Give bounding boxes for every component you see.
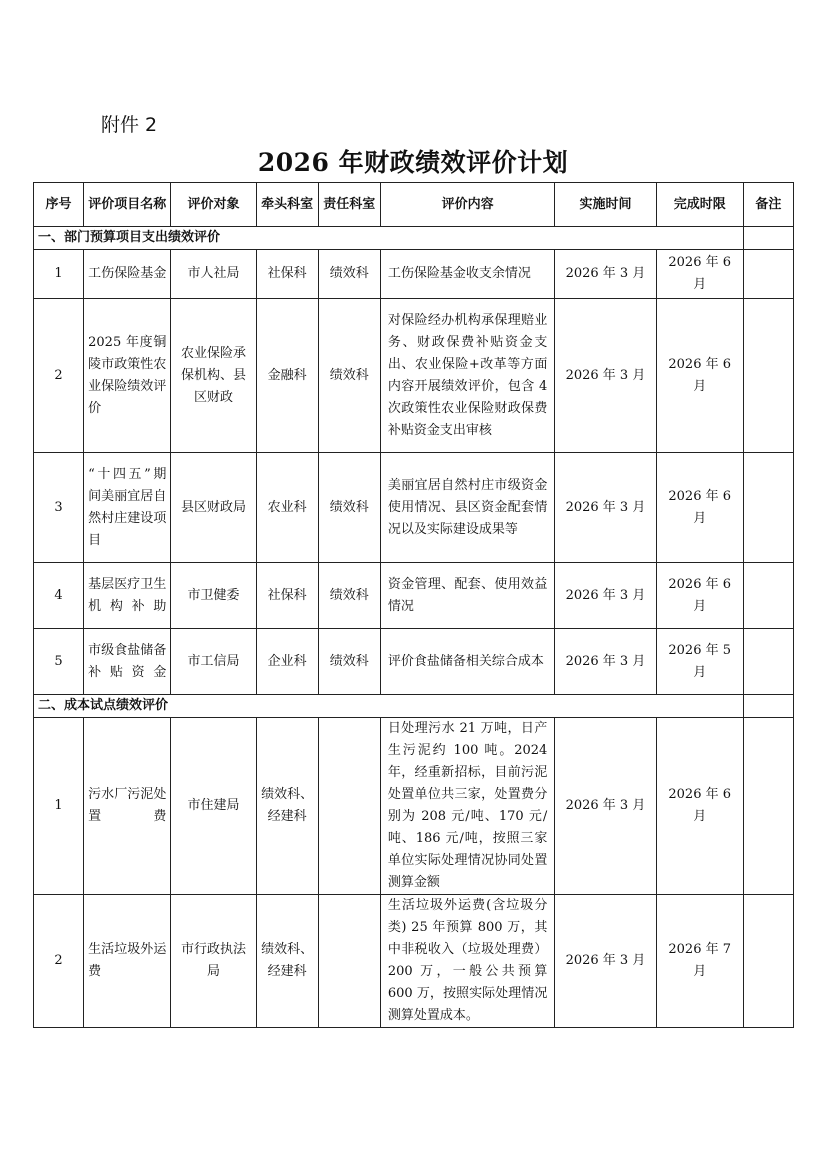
table-row [34, 629, 794, 695]
cell-deadline: 2026 年 6 月 [656, 718, 743, 895]
cell-content: 工伤保险基金收支余情况 [380, 250, 554, 299]
cell-project: 生活垃圾外运费 [84, 895, 171, 1028]
section-header-row [34, 695, 794, 718]
table-header-row [34, 183, 794, 227]
cell-target: 农业保险承保机构、县区财政 [171, 299, 256, 453]
header-no: 序号 [34, 183, 84, 227]
cell-content: 日处理污水 21 万吨，日产生污泥约 100 吨。2024 年，经重新招标，目前污泥处置单位共三家，处置费分别为 208 元/吨、170 元/吨、186 元/吨，按照三家单位实际处理情况协同处置测算金额 [380, 718, 554, 895]
cell-start: 2026 年 3 月 [555, 629, 656, 695]
cell-no: 3 [34, 453, 84, 563]
header-content: 评价内容 [380, 183, 554, 227]
cell-target: 市工信局 [171, 629, 256, 695]
cell-responsible: 绩效科 [318, 250, 380, 299]
cell-start: 2026 年 3 月 [555, 718, 656, 895]
cell-target: 县区财政局 [171, 453, 256, 563]
cell-project: “十四五”期间美丽宜居自然村庄建设项目 [84, 453, 171, 563]
cell-deadline: 2026 年 5 月 [656, 629, 743, 695]
cell-responsible [318, 895, 380, 1028]
cell-start: 2026 年 3 月 [555, 299, 656, 453]
cell-no: 2 [34, 299, 84, 453]
cell-deadline: 2026 年 7 月 [656, 895, 743, 1028]
cell-deadline: 2026 年 6 月 [656, 563, 743, 629]
header-start: 实施时间 [555, 183, 656, 227]
cell-no: 4 [34, 563, 84, 629]
cell-content: 美丽宜居自然村庄市级资金使用情况、县区资金配套情况以及实际建设成果等 [380, 453, 554, 563]
cell-content: 评价食盐储备相关综合成本 [380, 629, 554, 695]
cell-remark [743, 563, 793, 629]
header-responsible: 责任科室 [318, 183, 380, 227]
header-remark: 备注 [743, 183, 793, 227]
cell-remark [743, 895, 793, 1028]
cell-deadline: 2026 年 6 月 [656, 299, 743, 453]
cell-no: 5 [34, 629, 84, 695]
header-deadline: 完成时限 [656, 183, 743, 227]
section-header-row [34, 227, 794, 250]
cell-remark [743, 629, 793, 695]
cell-target: 市行政执法局 [171, 895, 256, 1028]
cell-responsible: 绩效科 [318, 563, 380, 629]
cell-no: 1 [34, 718, 84, 895]
section-title: 一、部门预算项目支出绩效评价 [34, 227, 744, 250]
header-target: 评价对象 [171, 183, 256, 227]
cell-project: 污水厂污泥处置费 [84, 718, 171, 895]
table-row [34, 453, 794, 563]
cell-content: 对保险经办机构承保理赔业务、财政保费补贴资金支出、农业保险+改革等方面内容开展绩效评价，包含 4 次政策性农业保险财政保费补贴资金支出审核 [380, 299, 554, 453]
cell-target: 市卫健委 [171, 563, 256, 629]
cell-remark [743, 453, 793, 563]
table-row [34, 718, 794, 895]
header-lead: 牵头科室 [256, 183, 318, 227]
cell-project: 2025 年度铜陵市政策性农业保险绩效评价 [84, 299, 171, 453]
table-row [34, 299, 794, 453]
cell-responsible [318, 718, 380, 895]
cell-remark [743, 718, 793, 895]
cell-project: 市级食盐储备补贴资金 [84, 629, 171, 695]
section-title: 二、成本试点绩效评价 [34, 695, 744, 718]
cell-lead: 社保科 [256, 563, 318, 629]
cell-responsible: 绩效科 [318, 629, 380, 695]
cell-deadline: 2026 年 6 月 [656, 453, 743, 563]
cell-lead: 农业科 [256, 453, 318, 563]
cell-responsible: 绩效科 [318, 299, 380, 453]
cell-start: 2026 年 3 月 [555, 895, 656, 1028]
cell-lead: 社保科 [256, 250, 318, 299]
cell-remark [743, 250, 793, 299]
cell-start: 2026 年 3 月 [555, 453, 656, 563]
section-remark [743, 695, 793, 718]
cell-no: 2 [34, 895, 84, 1028]
cell-content: 资金管理、配套、使用效益情况 [380, 563, 554, 629]
cell-remark [743, 299, 793, 453]
table-row [34, 250, 794, 299]
cell-lead: 企业科 [256, 629, 318, 695]
cell-target: 市人社局 [171, 250, 256, 299]
attachment-label: 附件 2 [101, 114, 158, 136]
cell-start: 2026 年 3 月 [555, 563, 656, 629]
cell-lead: 绩效科、经建科 [256, 895, 318, 1028]
cell-responsible: 绩效科 [318, 453, 380, 563]
page-title: 2026 年财政绩效评价计划 [257, 148, 569, 177]
cell-lead: 绩效科、经建科 [256, 718, 318, 895]
cell-target: 市住建局 [171, 718, 256, 895]
cell-deadline: 2026 年 6 月 [656, 250, 743, 299]
section-remark [743, 227, 793, 250]
cell-lead: 金融科 [256, 299, 318, 453]
table-row [34, 563, 794, 629]
header-project: 评价项目名称 [84, 183, 171, 227]
cell-no: 1 [34, 250, 84, 299]
cell-project: 工伤保险基金 [84, 250, 171, 299]
cell-content: 生活垃圾外运费(含垃圾分类) 25 年预算 800 万，其中非税收入（垃圾处理费）200 万，一般公共预算 600 万，按照实际处理情况测算处置成本。 [380, 895, 554, 1028]
cell-project: 基层医疗卫生机构补助 [84, 563, 171, 629]
evaluation-plan-table [33, 182, 794, 1028]
cell-start: 2026 年 3 月 [555, 250, 656, 299]
table-row [34, 895, 794, 1028]
